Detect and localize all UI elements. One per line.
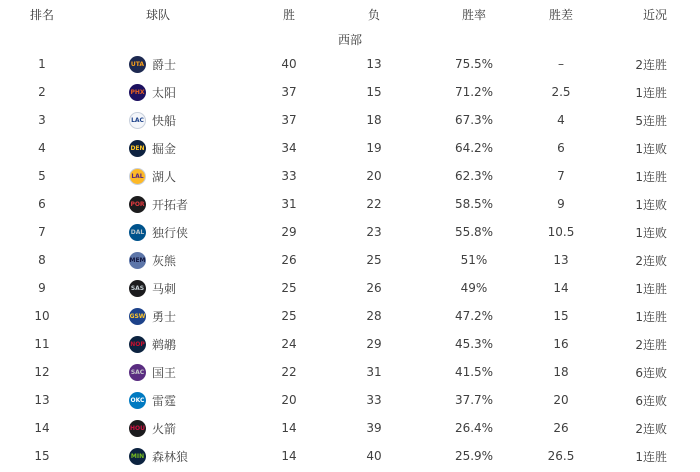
streak-cell: 2连败 [635,421,667,436]
win-pct-cell: 58.5% [454,197,494,211]
streak-cell: 6连败 [635,393,667,408]
team-logo-icon: LAL [129,168,146,185]
team-name: 独行侠 [152,225,189,240]
team-name: 马刺 [152,281,177,296]
conference-section-row [0,28,700,50]
rank-cell: 5 [38,169,46,183]
losses-cell: 25 [366,253,382,267]
streak-cell: 5连胜 [635,113,667,128]
team-logo-icon: MEM [129,252,146,269]
games-behind-cell: 10.5 [547,225,575,239]
team-logo-icon: SAS [129,280,146,297]
team-logo-icon: SAC [129,364,146,381]
team-logo-icon: NOP [129,336,146,353]
games-behind-cell: 16 [553,337,569,351]
win-pct-cell: 45.3% [454,337,494,351]
wins-cell: 20 [281,393,297,407]
team-name: 太阳 [152,85,177,100]
team-logo-icon: UTA [129,56,146,73]
wins-cell: 14 [281,421,297,435]
header-wins: 胜 [282,7,295,22]
team-logo-icon: GSW [129,308,146,325]
rank-cell: 14 [34,421,50,435]
team-cell [84,442,232,470]
games-behind-cell: 2.5 [551,85,571,99]
wins-cell: 33 [281,169,297,183]
streak-cell: 1连败 [635,141,667,156]
header-losses: 负 [367,7,380,22]
losses-cell: 18 [366,113,382,127]
team-logo-icon: DEN [129,140,146,157]
header-games-behind: 胜差 [548,7,573,22]
streak-cell: 1连胜 [635,449,667,464]
streak-cell: 1连胜 [635,169,667,184]
rank-cell: 13 [34,393,50,407]
losses-cell: 29 [366,337,382,351]
team-cell [84,246,232,274]
team-logo-icon: LAC [129,112,146,129]
win-pct-cell: 41.5% [454,365,494,379]
team-name: 灰熊 [152,253,177,268]
games-behind-cell: 9 [557,197,565,211]
table-row [0,190,700,218]
games-behind-cell: 6 [557,141,565,155]
team-cell [84,218,232,246]
header-win-pct: 胜率 [461,7,486,22]
games-behind-cell: 14 [553,281,569,295]
team-cell [84,386,232,414]
streak-cell: 1连败 [635,225,667,240]
win-pct-cell: 55.8% [454,225,494,239]
team-name: 鹈鹕 [152,337,177,352]
win-pct-cell: 37.7% [454,393,494,407]
losses-cell: 26 [366,281,382,295]
table-row [0,106,700,134]
wins-cell: 14 [281,449,297,463]
losses-cell: 28 [366,309,382,323]
table-row [0,162,700,190]
team-cell [84,162,232,190]
table-row [0,358,700,386]
wins-cell: 29 [281,225,297,239]
header-row [0,0,700,28]
losses-cell: 20 [366,169,382,183]
losses-cell: 39 [366,421,382,435]
streak-cell: 1连胜 [635,281,667,296]
losses-cell: 23 [366,225,382,239]
win-pct-cell: 25.9% [454,449,494,463]
team-cell [84,330,232,358]
win-pct-cell: 75.5% [454,57,494,71]
games-behind-cell: 7 [557,169,565,183]
streak-cell: 2连胜 [635,57,667,72]
team-cell [84,134,232,162]
losses-cell: 13 [366,57,382,71]
team-cell [84,50,232,78]
win-pct-cell: 47.2% [454,309,494,323]
team-logo-icon: POR [129,196,146,213]
win-pct-cell: 62.3% [454,169,494,183]
games-behind-cell: 18 [553,365,569,379]
wins-cell: 37 [281,85,297,99]
losses-cell: 33 [366,393,382,407]
team-cell [84,106,232,134]
wins-cell: 40 [281,57,297,71]
team-cell [84,358,232,386]
losses-cell: 19 [366,141,382,155]
team-cell [84,274,232,302]
team-cell [84,414,232,442]
table-row [0,78,700,106]
team-cell [84,190,232,218]
wins-cell: 34 [281,141,297,155]
table-row [0,274,700,302]
rank-cell: 4 [38,141,46,155]
streak-cell: 2连败 [635,253,667,268]
games-behind-cell: 20 [553,393,569,407]
games-behind-cell: 15 [553,309,569,323]
losses-cell: 22 [366,197,382,211]
win-pct-cell: 67.3% [454,113,494,127]
losses-cell: 40 [366,449,382,463]
team-name: 湖人 [152,169,177,184]
team-logo-icon: HOU [129,420,146,437]
wins-cell: 31 [281,197,297,211]
table-row [0,302,700,330]
team-cell [84,78,232,106]
wins-cell: 25 [281,281,297,295]
rank-cell: 2 [38,85,46,99]
losses-cell: 15 [366,85,382,99]
team-logo-icon: PHX [129,84,146,101]
rank-cell: 15 [34,449,50,463]
team-name: 国王 [152,365,177,380]
team-name: 爵士 [152,57,177,72]
rank-cell: 8 [38,253,46,267]
wins-cell: 24 [281,337,297,351]
win-pct-cell: 51% [460,253,488,267]
table-row [0,50,700,78]
table-row [0,414,700,442]
wins-cell: 37 [281,113,297,127]
rank-cell: 9 [38,281,46,295]
streak-cell: 1连胜 [635,85,667,100]
team-name: 勇士 [152,309,177,324]
games-behind-cell: 26 [553,421,569,435]
team-name: 开拓者 [152,197,189,212]
streak-cell: 1连胜 [635,309,667,324]
table-row [0,330,700,358]
team-name: 雷霆 [152,393,177,408]
rank-cell: 11 [34,337,50,351]
rank-cell: 3 [38,113,46,127]
team-logo-icon: MIN [129,448,146,465]
games-behind-cell: 4 [557,113,565,127]
games-behind-cell: – [558,57,564,71]
rank-cell: 6 [38,197,46,211]
team-name: 森林狼 [152,449,189,464]
wins-cell: 22 [281,365,297,379]
win-pct-cell: 71.2% [454,85,494,99]
conference-label: 西部 [337,32,362,47]
team-logo-icon: DAL [129,224,146,241]
table-row [0,246,700,274]
games-behind-cell: 26.5 [547,449,575,463]
table-row [0,218,700,246]
rank-cell: 1 [38,57,46,71]
wins-cell: 25 [281,309,297,323]
header-rank: 排名 [29,7,54,22]
table-row [0,386,700,414]
team-name: 掘金 [152,141,177,156]
rank-cell: 7 [38,225,46,239]
streak-cell: 1连败 [635,197,667,212]
team-logo-icon: OKC [129,392,146,409]
rank-cell: 12 [34,365,50,379]
losses-cell: 31 [366,365,382,379]
team-name: 火箭 [152,421,177,436]
wins-cell: 26 [281,253,297,267]
team-cell [84,302,232,330]
win-pct-cell: 26.4% [454,421,494,435]
header-streak: 近况 [642,7,667,22]
streak-cell: 2连胜 [635,337,667,352]
team-name: 快船 [152,113,177,128]
header-team: 球队 [145,7,170,22]
table-row [0,134,700,162]
rank-cell: 10 [34,309,50,323]
win-pct-cell: 64.2% [454,141,494,155]
streak-cell: 6连败 [635,365,667,380]
win-pct-cell: 49% [460,281,488,295]
games-behind-cell: 13 [553,253,569,267]
table-row [0,442,700,470]
